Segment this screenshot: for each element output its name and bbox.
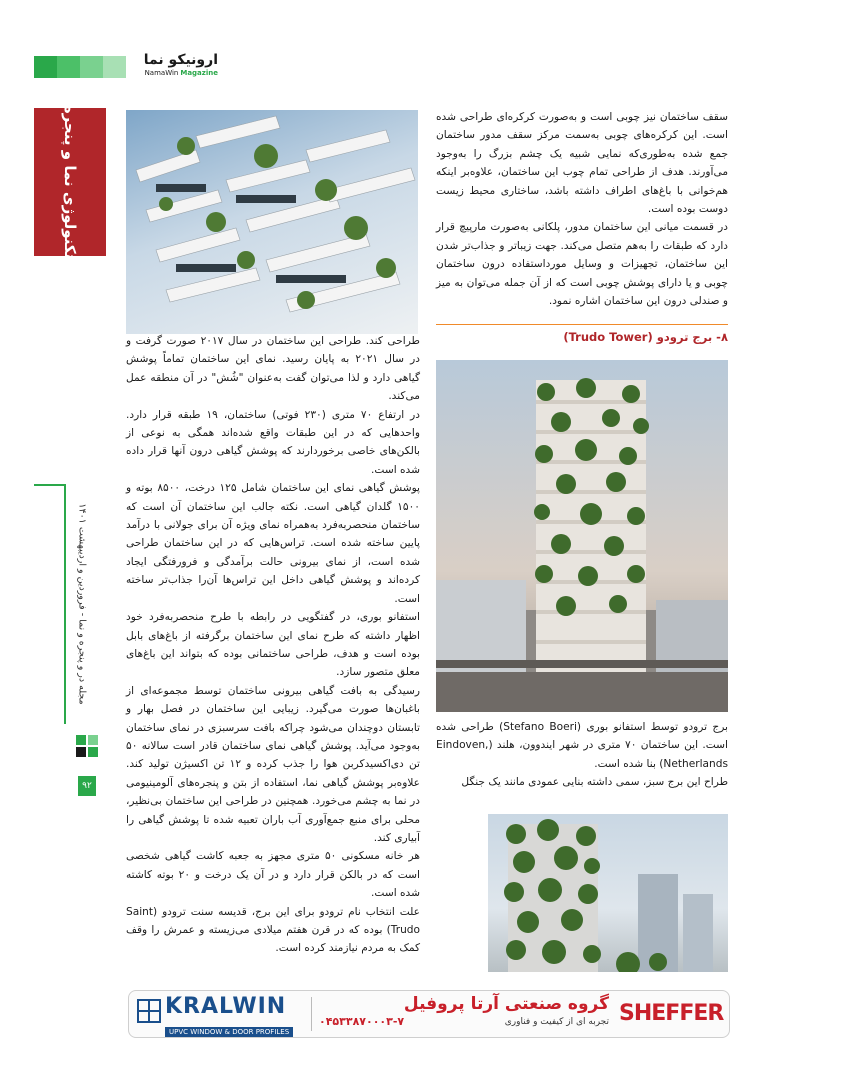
- ad-subline: [319, 1015, 609, 1029]
- ad-company-block: [319, 993, 609, 1035]
- window-frame-icon: [137, 999, 161, 1023]
- header-stripe: [34, 56, 57, 78]
- article-text-left: [126, 332, 420, 958]
- advertisement-banner[interactable]: [128, 990, 730, 1038]
- section-tab: [34, 104, 106, 260]
- section-tab-label: تکنولوژی نما و پنجره: [61, 104, 79, 260]
- header-stripe: [103, 56, 126, 78]
- ad-phone: ۰۴۵۳۳۸۷۰۰۰۳-۷: [319, 1015, 405, 1028]
- paragraph: در ارتفاع ۷۰ متری (۲۳۰ فوتی) ساختمان، ۱۹ طبقه قرار دارد. واحدهایی که در این طبقات واقع شده‌اند همگی به نوعی از بالکن‌های خاصی برخوردارند که پوشش گیاهی درون آنها قرار داده شده است.: [126, 408, 420, 476]
- sheffer-logo: SHEFFER: [619, 1001, 724, 1026]
- logo-brand: NamaWin: [144, 69, 179, 77]
- side-rule-vertical: [64, 484, 66, 724]
- paragraph: برج ترودو توسط استفانو بوری (Stefano Boeri) طراحی شده است. این ساختمان ۷۰ متری در شهر ایندوون، هلند (Eindoven, Netherlands) بنا شده است.: [436, 721, 728, 770]
- paragraph: در قسمت میانی این ساختمان مدور، پلکانی به‌صورت مارپیچ قرار دارد که طبقات را به‌هم متصل می‌کند. جهت زیباتر و جذاب‌تر شدن این ساختمان، تجهیزات و وسایل مورداستفاده درون ساختمان چوبی و یا دارای پوشش چوبی است که از آن جمله می‌توان به میز و صندلی درون این ساختمان اشاره نمود.: [436, 221, 728, 308]
- photo-vertical-forest-closeup: [126, 110, 418, 334]
- header-stripe: [80, 56, 103, 78]
- magazine-logo: [128, 52, 218, 80]
- ad-tagline: تجربه ای از کیفیت و فناوری: [504, 1017, 609, 1027]
- paragraph: هر خانه مسکونی ۵۰ متری مجهز به جعبه کاشت گیاهی شخصی است که در بالکن قرار دارد و در آن یک درخت و ۲۰ بوته کاشته شده است.: [126, 850, 420, 900]
- paragraph: سقف ساختمان نیز چوبی است و به‌صورت کرکره‌ای طراحی شده است. این کرکره‌های چوبی به‌سمت مرکز سقف مدور ساختمان جمع شده به‌طوری‌که نمایی شبیه یک چشم بزرگ را به‌وجود می‌آورند. هدف از طراحی تمام چوب این ساختمان، علاوه‌بر اینکه هم‌خوانی با باغ‌های اطراف داشته باشد، ساختاری محیط زیست دوست بوده است.: [436, 111, 728, 216]
- section-rule: [436, 324, 728, 325]
- kralwin-logo: [137, 994, 307, 1036]
- header-color-bar: [34, 56, 126, 78]
- header-stripe: [57, 56, 80, 78]
- section-heading: ۸- برج ترودو (Trudo Tower): [563, 330, 728, 344]
- paragraph: استفانو بوری، در گفتگویی در رابطه با طرح منحصربه‌فرد خود اظهار داشته که طرح نمای این ساختمان برگرفته از باغ‌های بابل بوده است و هدف، طراحی ساختمانی بوده که بتواند این باغ‌های معلق متصور سازد.: [126, 611, 420, 679]
- kralwin-name: KRALWIN: [165, 994, 287, 1019]
- paragraph: طراح این برج سبز، سمی داشته بنایی عمودی مانند یک جنگل: [461, 776, 728, 789]
- paragraph: پوشش گیاهی نمای این ساختمان شامل ۱۲۵ درخت، ۸۵۰۰ بوته و ۱۵۰۰ گلدان گیاهی است. نکته جالب این ساختمان آن است که ساختمان منحصربه‌فرد به‌همراه نمای ویژه آن برای جولانی با درآمد پایین ساخته شده است. تراس‌هایی که در این ساختمان طراحی شده است، از نمای بیرونی حالت برآمدگی و فرورفتگی ایجاد کرده‌اند و پوشش گیاهی داخل این تراس‌ها آن‌را جذاب‌تر ساخته است.: [126, 482, 420, 605]
- issue-info: [75, 484, 89, 724]
- side-rule-horizontal: [34, 484, 66, 486]
- logo-english: [128, 68, 218, 78]
- issue-info-text: مجله در و پنجره و نما - فروردین و اردیبهشت ۱۴۰۱: [76, 503, 88, 705]
- paragraph: علت انتخاب نام ترودو برای این برج، قدیسه سنت ترودو (Saint Trudo) بوده که در قرن هفتم میلادی می‌زیسته و عمرش را وقف کمک به مردم نیازمند کرده است.: [126, 905, 420, 955]
- window-grid-icon: [76, 735, 98, 757]
- article-text-right-bottom: [436, 718, 728, 792]
- kralwin-tagline: UPVC WINDOW & DOOR PROFILES: [165, 1027, 293, 1037]
- paragraph: رسیدگی به بافت گیاهی بیرونی ساختمان توسط مجموعه‌ای از باغبان‌ها صورت می‌گیرد. زیبایی این ساختمان در فصل بهار و تابستان دوچندان می‌شود چراکه بافت سرسبزی در نمای ساختمان به‌وجود می‌آید. پوشش گیاهی نمای ساختمان قادر است سالانه ۵۰ تن دی‌اکسیدکربن هوا را جذب کرده و ۱۲ تن اکسیژن تولید کند. علاوه‌بر پوشش گیاهی نما، استفاده از بتن و پنجره‌های آلومینیومی در نما به چشم می‌خورد. همچنین در طراحی این ساختمان بی‌نظیر، محلی برای منبع جمع‌آوری آب باران تعبیه شده تا پوشش گیاهی را آبیاری کند.: [126, 684, 420, 844]
- ad-company-name: گروه صنعتی آرتا پروفیل: [403, 994, 609, 1014]
- logo-persian: ارونیکو نما: [143, 52, 218, 68]
- logo-magazine: Magazine: [180, 69, 218, 77]
- paragraph: طراحی کند. طراحی این ساختمان در سال ۲۰۱۷ صورت گرفت و در سال ۲۰۲۱ به پایان رسید. نمای این ساختمان تماماً پوشش گیاهی دارد و لذا می‌توان گفت به‌عنوان "شُش" در آن منطقه عمل می‌کند.: [126, 335, 420, 403]
- photo-trudo-tower: [436, 360, 728, 712]
- page-number: ۹۲: [78, 776, 96, 796]
- ad-divider: [311, 997, 312, 1031]
- photo-bosco-verticale: [488, 814, 728, 972]
- article-text-right-top: [436, 108, 728, 310]
